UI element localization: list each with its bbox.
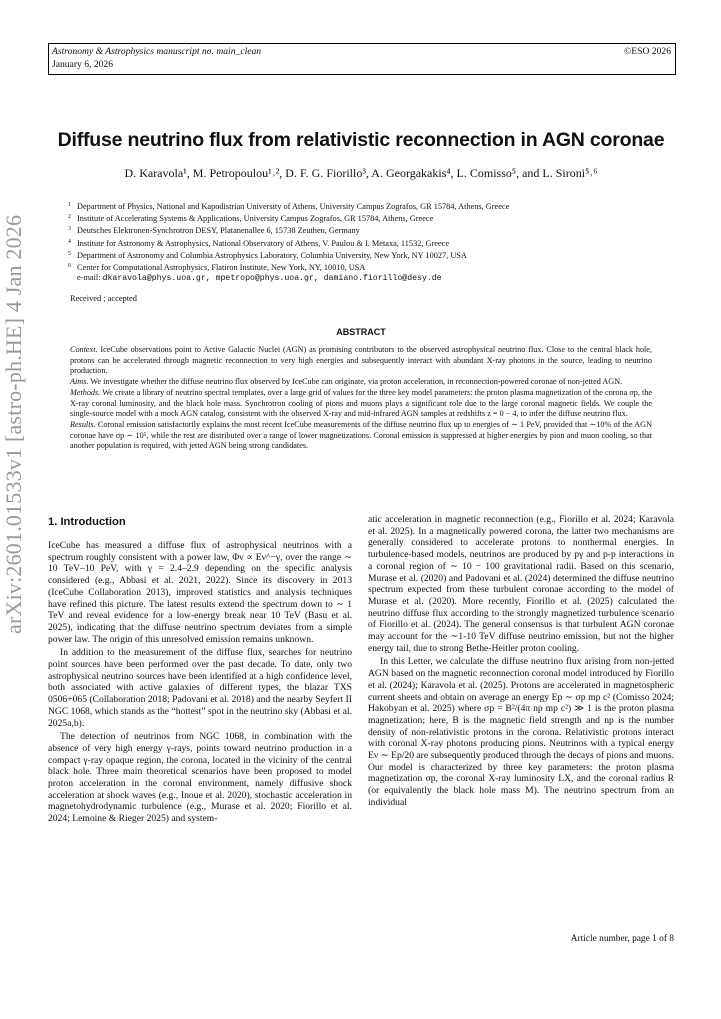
affiliation-3: $^3$ Deutsches Elektronen-Synchrotron DESY, Platanenallee 6, 15738 Zeuthen, Germany: [68, 226, 360, 236]
date-line: January 6, 2026: [52, 59, 114, 70]
intro-paragraph-3: The detection of neutrinos from NGC 1068, in combination with the absence of very high energy γ-rays, points toward neutrino production in a compact γ-ray opaque region, the corona, located in the vicinity of the central black hole. Three main theoretical scenarios have been proposed to model proton acceleration in the coronal environment, namely diffusive shock acceleration at shock waves (e.g., Inoue et al. 2020), stochastic acceleration in magnetohydrodynamic turbulence (e.g., Murase et al. 2020; Fiorillo et al. 2024; Lemoine & Rieger 2025) and system-: [48, 731, 352, 825]
abstract-body: [70, 345, 652, 452]
abstract-heading: ABSTRACT: [336, 327, 386, 337]
affiliations: [68, 200, 509, 284]
journal-line: Astronomy & Astrophysics manuscript no. main_clean: [52, 46, 262, 57]
affiliation-2: $^2$ Institute of Accelerating Systems & Applications, University Campus Zografos, GR 15784, Athens, Greece: [68, 214, 434, 224]
received-line: Received ; accepted: [70, 294, 137, 303]
author-list: D. Karavola¹, M. Petropoulou¹˒², D. F. G. Fiorillo³, A. Georgakakis⁴, L. Comisso⁵, and L. Sironi⁵˒⁶: [124, 166, 598, 180]
left-column: [48, 540, 352, 827]
right-column: [368, 514, 674, 811]
intro-paragraph-2: In addition to the measurement of the diffuse flux, searches for neutrino point sources have been performed over the past decade. To date, only two astrophysical neutrino sources have been identified at a high confidence level, both associated with active galaxies of different types, the blazar TXS 0506+065 (Collaboration 2018; Padovani et al. 2018) and the nearby Seyfert II NGC 1068, which stands as the “hottest” spot in the neutrino sky (Abbasi et al. 2025a,b).: [48, 647, 352, 729]
section-heading: 1. Introduction: [48, 516, 126, 528]
abstract-results: Results. Coronal emission satisfactorily explains the most recent IceCube measurements of the diffuse neutrino flux up to energies of ∼ 1 PeV, provided that ∼10% of the AGN coronae have σp ∼ 10⁵, while the rest are distributed over a range of lower magnetizations. Coronal emission is suppressed at higher energies by pion and muon cooling, so that another population is required, with jetted AGN being strong candidates.: [70, 419, 652, 451]
affiliation-6: $^6$ Center for Computational Astrophysics, Flatiron Institute, New York, NY, 10010, USA: [68, 263, 366, 273]
manuscript-header-box: [48, 43, 676, 75]
email-addresses[interactable]: dkaravola@phys.uoa.gr, mpetropo@phys.uoa.gr, damiano.fiorillo@desy.de: [102, 274, 442, 284]
affiliation-4: $^4$ Institute for Astronomy & Astrophysics, National Observatory of Athens, V. Paulou & I. Metaxa, 11532, Greece: [68, 238, 449, 248]
affiliation-1: $^1$ Department of Physics, National and Kapodistrian University of Athens, University Campus Zografos, GR 15784, Athens, Greece: [68, 202, 510, 211]
email-label: e-mail:: [77, 273, 101, 283]
abstract-aims: Aims. We investigate whether the diffuse neutrino flux observed by IceCube can originate, via proton acceleration, in reconnection-powered coronae of non-jetted AGN.: [70, 377, 623, 387]
intro-paragraph-5: In this Letter, we calculate the diffuse neutrino flux arising from non-jetted AGN based on the magnetic reconnection coronal model introduced by Fiorillo et al. (2024); Karavola et al. (2025). Protons are accelerated in magnetospheric current sheets and obtain on average an energy Ep ∼ σp mp c² (Comisso 2024; Hakobyan et al. 2025) where σp = B²/(4π np mp c²) ≫ 1 is the proton plasma magnetization; here, B is the magnetic field strength and np is the number density of non-relativistic protons in the corona. Relativistic protons interact with coronal X-ray photons producing pions. Neutrinos with a typical energy Eν ∼ Ep/20 are subsequently produced through the decays of pions and muons. Our model is characterized by three key parameters: the proton plasma magnetization σp, the coronal X-ray luminosity LX, and the coronal radius R (or equivalently the black hole mass M). The neutrino spectrum from an individual: [368, 656, 674, 808]
affiliation-5: $^5$ Department of Astronomy and Columbia Astrophysics Laboratory, Columbia University, New York, NY 10027, USA: [68, 250, 467, 260]
abstract-context: Context. IceCube observations point to Active Galactic Nuclei (AGN) as promising contributors to the observed astrophysical neutrino flux. Close to the central black hole, protons can be accelerated through magnetic reconnection to very high energies and subsequently interact with abundant X-ray photons in the source, leading to neutrino production.: [70, 345, 652, 376]
page-footer: Article number, page 1 of 8: [570, 934, 674, 944]
intro-paragraph-1: IceCube has measured a diffuse flux of astrophysical neutrinos with a spectrum roughly consistent with a power law, Φν ∝ Eν^−γ, over the range ∼ 10 TeV–10 PeV, with γ = 2.4–2.9 depending on the specific analysis considered (e.g., Abbasi et al. 2021, 2022). Since its discovery in 2013 (IceCube Collaboration 2013), improved statistics and analysis techniques have refined this picture. The latest results extend the spectrum down to ∼ 1 TeV and reveal evidence for a low-energy break near 10 TeV (Basu et al. 2025), indicating that the diffuse neutrino spectrum deviates from a simple power law. The origin of this unresolved emission remains unknown.: [48, 540, 352, 645]
arxiv-id[interactable]: arXiv:2601.01533v1 [astro-ph.HE] 4 Jan 2026: [1, 214, 26, 634]
intro-paragraph-4: atic acceleration in magnetic reconnection (e.g., Fiorillo et al. 2024; Karavola et al. 2025). In a magnetically powered corona, the latter two mechanisms are generally considered to accelerate protons to nonthermal energies. In turbulence-based models, neutrinos are produced by pγ and p-p interactions in a coronal region of ∼ 10 − 100 gravitational radii. Based on this scenario, Murase et al. (2020) and Padovani et al. (2024) determined the diffuse neutrino spectrum expected from these turbulent coronae according to the model of Murase et al. (2020). More recently, Fiorillo et al. (2025) calculated the neutrino diffuse flux according to the strongly magnetized turbulence scenario of Fiorillo et al. (2024). The general consensus is that turbulent AGN coronae may account for the ∼1-10 TeV diffuse neutrino emission, but not the higher energy tail, due to strong Bethe-Heitler proton cooling.: [368, 514, 674, 654]
abstract-methods: Methods. We create a library of neutrino spectral templates, over a large grid of values for the three key model parameters: the proton plasma magnetization of the corona σp, the X-ray coronal luminosity, and the black hole mass. Synchrotron cooling of pions and muons plays a significant role due to the large coronal magnetic fields. We couple the single-source model with a mock AGN catalog, consistent with the observed X-ray and mid-infrared AGN samples at redshifts z = 0 − 4, to infer the diffuse neutrino flux.: [70, 387, 652, 419]
paper-title: Diffuse neutrino flux from relativistic reconnection in AGN coronae: [57, 129, 665, 151]
email-line: [68, 273, 509, 284]
copyright: ©ESO 2026: [624, 46, 671, 57]
